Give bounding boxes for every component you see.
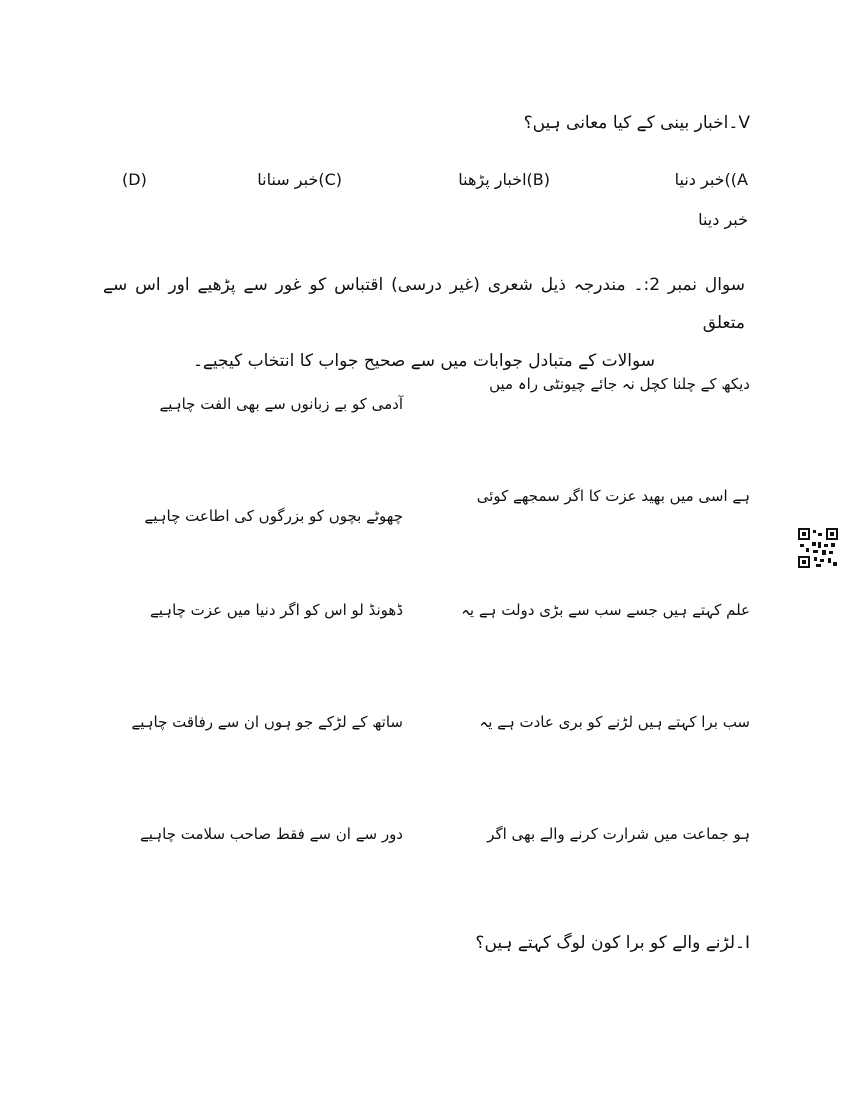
verse-1-right: دیکھ کے چلنا کچل نہ جائے چیونٹی راہ میں [489,375,750,393]
verse-5-right: ہو جماعت میں شرارت کرنے والے بھی اگر [487,825,750,843]
option-d: (D) [122,170,147,189]
qr-code [798,528,838,568]
option-b: (B)اخبار پڑھنا [458,170,550,189]
question-5: V۔اخبار بینی کے کیا معانی ہیں؟ [523,113,750,133]
section-2-line-1: سوال نمبر 2:۔ مندرجہ ذیل شعری (غیر درسی) اقتباس کو غور سے پڑھیے اور اس سے متعلق [103,275,745,333]
verse-5-left: دور سے ان سے فقط صاحب سلامت چاہیے [140,825,403,843]
verse-4-right: سب برا کہتے ہیں لڑنے کو بری عادت ہے یہ [479,713,750,731]
verse-3-right: علم کہتے ہیں جسے سب سے بڑی دولت ہے یہ [461,601,750,619]
option-c: (C)خبر سنانا [257,170,342,189]
verse-4-left: ساتھ کے لڑکے جو ہوں ان سے رفاقت چاہیے [131,713,403,731]
qr-code-icon [798,528,838,568]
question-1: I۔لڑنے والے کو برا کون لوگ کہتے ہیں؟ [475,933,750,953]
verse-2-right: ہے اسی میں بھید عزت کا اگر سمجھے کوئی [476,487,750,505]
verse-2-left: چھوٹے بچوں کو بزرگوں کی اطاعت چاہیے [144,507,403,525]
option-a-continued: خبر دینا [698,210,748,229]
section-2-line-2: سوالات کے متبادل جوابات میں سے صحیح جواب کا انتخاب کیجیے۔ [192,351,656,371]
verse-1-left: آدمی کو بے زبانوں سے بھی الفت چاہیے [159,395,403,413]
option-a: A))خبر دنیا [674,170,748,189]
verse-3-left: ڈھونڈ لو اس کو اگر دنیا میں عزت چاہیے [149,601,403,619]
